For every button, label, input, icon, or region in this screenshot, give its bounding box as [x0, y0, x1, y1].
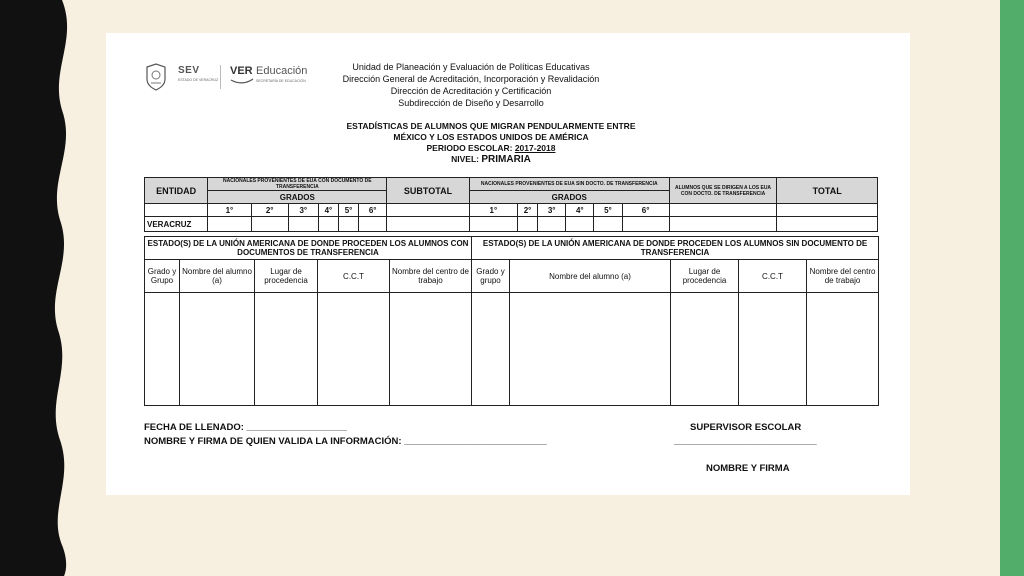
input-cell[interactable] — [145, 293, 180, 406]
input-cell[interactable] — [208, 217, 251, 232]
input-cell[interactable] — [594, 217, 622, 232]
con-doc-header: NACIONALES PROVENIENTES DE EUA CON DOCUMENTO DE TRANSFERENCIA — [208, 178, 387, 191]
input-cell[interactable] — [538, 217, 566, 232]
title-line-1: ESTADÍSTICAS DE ALUMNOS QUE MIGRAN PENDULARMENTE ENTRE — [346, 121, 636, 131]
institution-header — [306, 61, 636, 109]
sin-doc-states-header: ESTADO(S) DE LA UNIÓN AMERICANA DE DONDE PROCEDEN LOS ALUMNOS SIN DOCUMENTO DE TRANSFERENCIA — [472, 237, 879, 260]
entidad-header: ENTIDAD — [145, 178, 208, 204]
col-cct-left: C.C.T — [318, 260, 390, 293]
col-nombre-alumno-right: Nombre del alumno (a) — [510, 260, 671, 293]
input-cell[interactable] — [255, 293, 318, 406]
header-line-4: Subdirección de Diseño y Desarrollo — [398, 98, 544, 108]
header-line-1: Unidad de Planeación y Evaluación de Políticas Educativas — [352, 62, 590, 72]
blank-cell — [669, 204, 777, 217]
form-document — [106, 33, 910, 495]
title-line-2: MÉXICO Y LOS ESTADOS UNIDOS DE AMÉRICA — [393, 132, 589, 142]
ver-logo-text: VER — [230, 65, 253, 77]
form-title — [326, 121, 656, 165]
supervisor-escolar-label: SUPERVISOR ESCOLAR — [690, 422, 802, 433]
grade-1-left: 1° — [208, 204, 251, 217]
subtotal-header: SUBTOTAL — [387, 178, 469, 204]
grade-2-right: 2° — [517, 204, 537, 217]
grade-5-left: 5° — [338, 204, 358, 217]
input-cell[interactable] — [669, 217, 777, 232]
nivel — [326, 154, 656, 165]
grade-3-right: 3° — [538, 204, 566, 217]
dirigen-header: ALUMNOS QUE SE DIRIGEN A LOS EUA CON DOCTO. DE TRANSFERENCIA — [669, 178, 777, 204]
ver-swoosh-icon — [230, 78, 254, 84]
fecha-llenado: FECHA DE LLENADO: ___________________ — [144, 422, 347, 433]
input-cell[interactable] — [517, 217, 537, 232]
input-cell[interactable] — [180, 293, 255, 406]
input-cell[interactable] — [739, 293, 807, 406]
input-cell[interactable] — [671, 293, 739, 406]
col-centro-trabajo-left: Nombre del centro de trabajo — [390, 260, 472, 293]
nivel-value: PRIMARIA — [481, 154, 531, 165]
con-doc-states-header: ESTADO(S) DE LA UNIÓN AMERICANA DE DONDE PROCEDEN LOS ALUMNOS CON DOCUMENTOS DE TRANSFERENCIA — [145, 237, 472, 260]
nombre-firma-valida: NOMBRE Y FIRMA DE QUIEN VALIDA LA INFORMACIÓN: ___________________________ — [144, 436, 547, 447]
educacion-logo-subtext: SECRETARÍA DE EDUCACIÓN — [256, 79, 306, 83]
periodo-label: PERIODO ESCOLAR: — [426, 143, 513, 153]
total-header: TOTAL — [777, 178, 878, 204]
input-cell[interactable] — [318, 217, 338, 232]
input-cell[interactable] — [472, 293, 510, 406]
periodo-value: 2017-2018 — [514, 143, 556, 153]
input-cell[interactable] — [318, 293, 390, 406]
input-cell[interactable] — [510, 293, 671, 406]
blank-cell — [777, 204, 878, 217]
supervisor-signature-line: ___________________________ — [674, 436, 817, 447]
col-cct-right: C.C.T — [739, 260, 807, 293]
input-cell[interactable] — [251, 217, 288, 232]
left-wavy-band — [0, 0, 80, 576]
nivel-label: NIVEL: — [451, 154, 480, 164]
grade-5-right: 5° — [594, 204, 622, 217]
input-cell[interactable] — [807, 293, 879, 406]
col-lugar-procedencia-right: Lugar de procedencia — [671, 260, 739, 293]
veracruz-state-seal-icon — [144, 63, 168, 91]
input-cell[interactable] — [777, 217, 878, 232]
periodo-escolar — [326, 143, 656, 154]
grados-header-left: GRADOS — [208, 191, 387, 204]
input-cell[interactable] — [359, 217, 387, 232]
nombre-y-firma-label: NOMBRE Y FIRMA — [706, 463, 790, 474]
grade-6-left: 6° — [359, 204, 387, 217]
header-line-3: Dirección de Acreditación y Certificación — [390, 86, 552, 96]
input-cell[interactable] — [387, 217, 469, 232]
logo-divider — [220, 65, 221, 89]
grade-1-right: 1° — [469, 204, 517, 217]
blank-cell — [387, 204, 469, 217]
header-line-2: Dirección General de Acreditación, Incorporación y Revalidación — [342, 74, 600, 84]
summary-table — [144, 177, 878, 232]
input-cell[interactable] — [338, 217, 358, 232]
sin-doc-header: NACIONALES PROVENIENTES DE EUA SIN DOCTO. DE TRANSFERENCIA — [469, 178, 669, 191]
right-accent-bar — [1000, 0, 1024, 576]
sev-logo-subtext: ESTADO DE VERACRUZ — [178, 78, 219, 82]
col-centro-trabajo-right: Nombre del centro de trabajo — [807, 260, 879, 293]
col-lugar-procedencia-left: Lugar de procedencia — [255, 260, 318, 293]
grade-3-left: 3° — [288, 204, 318, 217]
grade-2-left: 2° — [251, 204, 288, 217]
col-nombre-alumno-left: Nombre del alumno (a) — [180, 260, 255, 293]
grade-4-right: 4° — [566, 204, 594, 217]
grade-6-right: 6° — [622, 204, 669, 217]
grade-4-left: 4° — [318, 204, 338, 217]
input-cell[interactable] — [390, 293, 472, 406]
col-grado-grupo-right: Grado y grupo — [472, 260, 510, 293]
input-cell[interactable] — [288, 217, 318, 232]
sev-logo-text: SEV — [178, 65, 200, 76]
input-cell[interactable] — [566, 217, 594, 232]
educacion-logo-text: Educación — [256, 65, 308, 77]
detail-table — [144, 236, 879, 406]
grados-header-right: GRADOS — [469, 191, 669, 204]
input-cell[interactable] — [469, 217, 517, 232]
col-grado-grupo-left: Grado y Grupo — [145, 260, 180, 293]
veracruz-row-label: VERACRUZ — [145, 217, 208, 232]
input-cell[interactable] — [622, 217, 669, 232]
blank-cell — [145, 204, 208, 217]
